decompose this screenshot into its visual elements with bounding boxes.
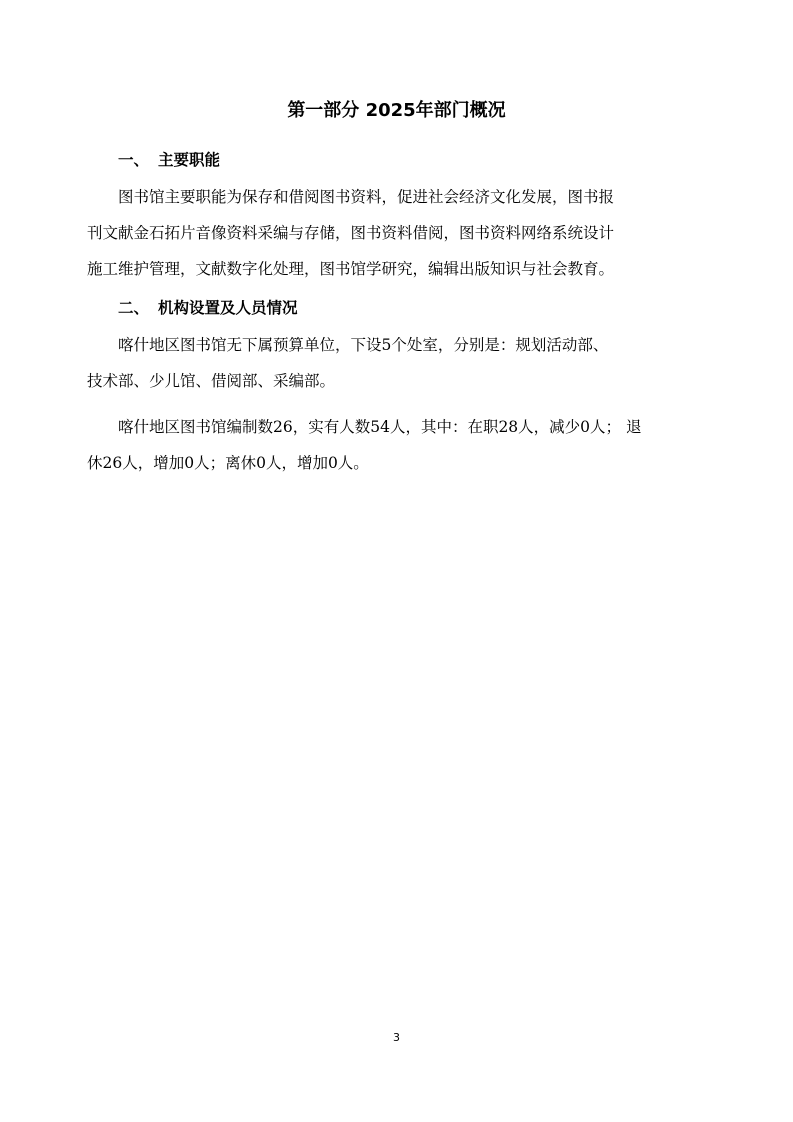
section-heading-main-functions	[118, 149, 220, 171]
paragraph-organization	[87, 327, 714, 399]
paragraph-line: 喀什地区图书馆编制数26，实有人数54人，其中：在职28人，减少0人； 退	[118, 418, 642, 436]
paragraph-line: 施工维护管理，文献数字化处理，图书馆学研究，编辑出版知识与社会教育。	[87, 260, 615, 278]
section-heading-text: 机构设置及人员情况	[158, 299, 298, 317]
paragraph-line: 休26人，增加0人；离休0人，增加0人。	[87, 454, 369, 472]
page-title: 第一部分 2025年部门概况	[287, 100, 506, 121]
section-number: 二、	[118, 299, 150, 317]
page-number: 3	[393, 1031, 400, 1044]
section-number: 一、	[118, 151, 150, 169]
paragraph-line: 喀什地区图书馆无下属预算单位，下设5个处室，分别是：规划活动部、	[118, 336, 609, 354]
paragraph-staffing	[87, 409, 714, 481]
paragraph-line: 技术部、少儿馆、借阅部、采编部。	[87, 372, 336, 390]
paragraph-main-functions	[87, 179, 714, 287]
section-heading-organization	[118, 297, 298, 319]
paragraph-line: 图书馆主要职能为保存和借阅图书资料，促进社会经济文化发展，图书报	[118, 188, 615, 206]
section-heading-text: 主要职能	[158, 151, 221, 169]
paragraph-line: 刊文献金石拓片音像资料采编与存储，图书资料借阅，图书资料网络系统设计	[87, 224, 615, 242]
